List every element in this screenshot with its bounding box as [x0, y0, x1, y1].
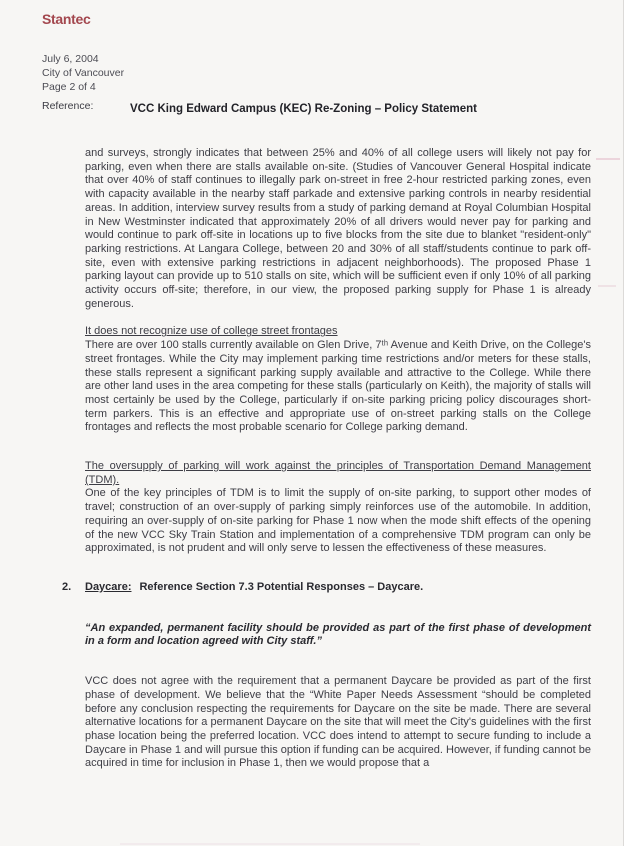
- letter-recipient: City of Vancouver: [42, 67, 125, 79]
- letter-meta: [42, 52, 124, 94]
- section-reference-text: Reference Section 7.3 Potential Responses – Daycare.: [139, 580, 424, 593]
- spacer: [85, 449, 591, 460]
- letter-date: July 6, 2004: [42, 53, 99, 65]
- section-item-daycare: [62, 580, 591, 595]
- paragraph-tdm: One of the key principles of TDM is to limit the supply of on-site parking, to support other modes of travel; construction of an over-supply of parking simply reinforces use of the automobile. In addition, requiring an over-supply of on-site parking for Phase 1 now when the mode shift effects of the opening of the new VCC Sky Train Station and implementation of a comprehensive TDM program can only be approximated, is not prudent and will only serve to lessen the effectiveness of these measures.: [85, 487, 591, 555]
- section-number: 2.: [62, 580, 72, 593]
- scan-artifact: [120, 843, 420, 845]
- scan-artifact: [598, 285, 616, 287]
- policy-quote: “An expanded, permanent facility should be provided as part of the first phase of development in a form and location agreed with City staff.”: [85, 621, 591, 648]
- paragraph-parking-oversupply: and surveys, strongly indicates that between 25% and 40% of all college users will likely not pay for parking, even when there are stalls available on-site. (Studies of Vancouver General Hospital indicate that over 40% of staff continues to illegally park on-street in free 2-hour restricted parking zones, even with capacity available in the nearby staff parkade and extensive parking controls in nearby residential areas. In addition, interview survey results from a study of parking demand at Royal Columbian Hospital in New Westminster indicated that approximately 20% of all drivers would never pay for parking and would continue to park off-site in locations up to five blocks from the site due to blanket "resident-only" parking restrictions. At Langara College, between 20 and 30% of all staff/students continue to park off-site, even with extensive parking restrictions in adjacent neighborhoods). The proposed Phase 1 parking layout can provide up to 510 stalls on site, which will be sufficient even if only 10% of all parking activity occurs off-site; therefore, in our view, the proposed parking supply for Phase 1 is already generous.: [85, 147, 591, 310]
- stantec-logo: Stantec: [42, 11, 91, 27]
- reference-title: VCC King Edward Campus (KEC) Re-Zoning – Policy Statement: [130, 103, 477, 115]
- page-number: Page 2 of 4: [42, 81, 96, 93]
- spacer: [85, 570, 591, 581]
- reference-row: [42, 99, 602, 117]
- section-label-daycare: Daycare:: [85, 580, 132, 593]
- paragraph-street-frontages: There are over 100 stalls currently available on Glen Drive, 7ᵗʰ Avenue and Keith Drive, on the College's street frontages. While the City may implement parking time restrictions and/or meters for these stalls, these stalls represent a significant parking supply available and attractive to the College. While there are other land uses in the area competing for these stalls (particularly on Keith), the majority of stalls will most certainly be used by the College, particularly if on-site parking pricing policy discourages short-term parkers. This is an effective and appropriate use of on-street parking stalls on the College frontages and reflects the most probable scenario for College parking demand.: [85, 339, 591, 434]
- reference-label: Reference:: [42, 100, 94, 112]
- heading-tdm: The oversupply of parking will work against the principles of Transportation Demand Management (TDM).: [85, 460, 591, 486]
- scan-artifact: [596, 158, 620, 160]
- letter-body: [62, 147, 591, 785]
- heading-street-frontages: It does not recognize use of college street frontages: [85, 325, 338, 338]
- paragraph-daycare-response: VCC does not agree with the requirement that a permanent Daycare be provided as part of the first phase of development. We believe that the “White Paper Needs Assessment “should be completed before any conclusion respecting the requirements for Daycare on the site be made. There are several alternative locations for a permanent Daycare on the site that will meet the City's guidelines with the first phase location being the preferred location. VCC does intend to attempt to secure funding to include a Daycare in Phase 1 and will pursue this option if funding can be acquired. However, if funding cannot be acquired in time for inclusion in Phase 1, then we would propose that a: [85, 675, 591, 770]
